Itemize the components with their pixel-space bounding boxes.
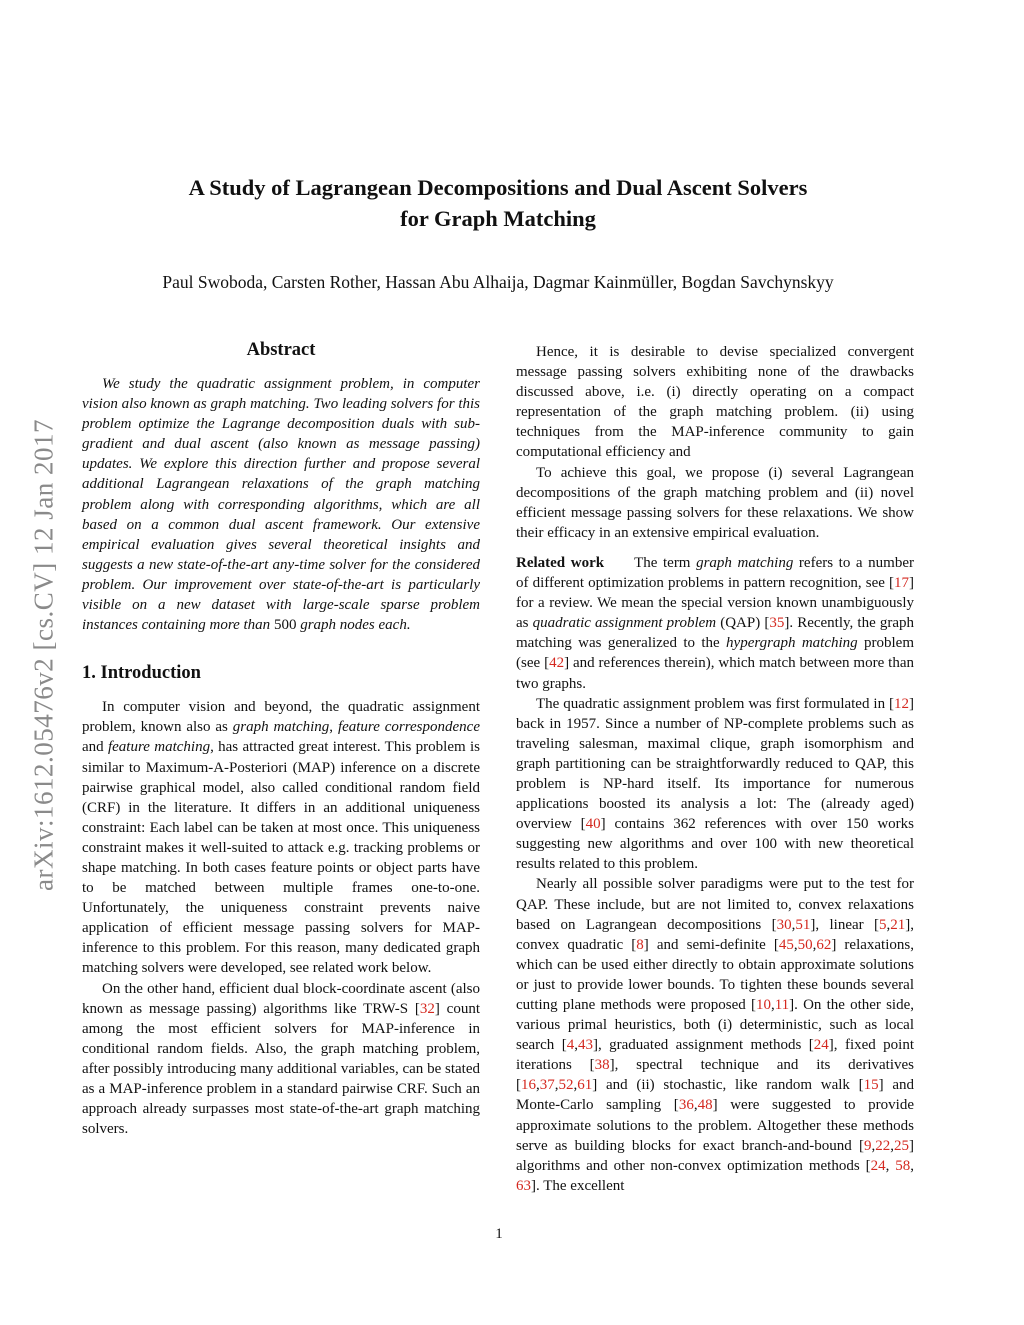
citation-link[interactable]: 35 [769, 615, 785, 632]
emphasis: graph matching [232, 719, 330, 736]
citation-link[interactable]: 22 [875, 1137, 891, 1154]
citation-link[interactable]: 51 [795, 916, 811, 933]
left-column [82, 338, 480, 1139]
text-run: , [329, 719, 338, 736]
emphasis: hypergraph matching [726, 635, 858, 652]
abstract-number: 500 [273, 617, 297, 634]
citation-link[interactable]: 15 [863, 1077, 879, 1094]
citation-link[interactable]: 5 [879, 916, 887, 933]
citation-link[interactable]: 42 [549, 655, 565, 672]
text-run: On the other hand, efficient dual block-coordinate ascent (also known as message passing) algorithms like TRW-S [ [82, 980, 480, 1017]
citation-link[interactable]: 30 [776, 916, 792, 933]
emphasis: quadratic assignment problem [532, 615, 717, 632]
text-run: ] relaxations, which can be used either directly to obtain approximate solutions or just to provide lower bounds. To tighten these bounds several cutting plane methods were proposed [ [516, 936, 914, 1013]
right-paragraph-1: Hence, it is desirable to devise specialized convergent message passing solvers exhibiting none of the drawbacks discussed above, i.e. (i) directly operating on a compact representation of the graph matching problem. (ii) using techniques from the MAP-inference community to gain computational efficiency and [516, 344, 914, 461]
citation-link[interactable]: 17 [894, 575, 909, 592]
text-run: refers to a number of different optimization problems in pattern recognition, see [ [516, 554, 914, 592]
text-run: ]. On the other side, various primal heuristics, both (i) deterministic, such as local search [ [516, 997, 914, 1054]
text-run: In computer vision and beyond, the quadratic assignment problem, known also as [82, 699, 480, 736]
arxiv-identifier-text: arXiv:1612.05476v2 [cs.CV] 12 Jan 2017 [28, 419, 59, 891]
citation-link[interactable]: 11 [774, 997, 790, 1013]
text-run: ], graduated assignment methods [ [592, 1037, 814, 1054]
text-run: The quadratic assignment problem was first formulated in [ [536, 695, 894, 712]
citation-link[interactable]: 8 [636, 936, 644, 953]
introduction-heading: 1. Introduction [82, 663, 201, 684]
text-run: and [82, 739, 108, 756]
text-run: ]. Recently, the graph matching was generalized to the [516, 615, 914, 652]
citation-link[interactable]: 48 [697, 1097, 713, 1114]
text-run: (QAP) [ [716, 615, 770, 632]
title-line-1: A Study of Lagrangean Decompositions and Dual Ascent Solvers [188, 175, 808, 200]
text-run: ] contains 362 references with over 150 works suggesting new algorithms and over 100 with new theoretical results related to this problem. [516, 816, 914, 873]
citation-link[interactable]: 45 [778, 936, 794, 953]
arxiv-identifier-stamp [24, 360, 64, 950]
citation-link[interactable]: 4 [566, 1037, 575, 1054]
text-run: ] back in 1957. Since a number of NP-complete problems such as traveling salesman, maximal clique, graph isomorphism and graph partitioning can be straightforwardly reduced to QAP, this problem is NP-hard itself. Its importance for numerous applications boosted its analysis a lot: The (already aged) overview [ [516, 695, 914, 833]
citation-link[interactable]: 43 [577, 1037, 593, 1054]
related-work-paragraph [516, 553, 914, 694]
intro-paragraph-2 [82, 979, 480, 1140]
right-paragraph-4: Nearly all possible solver paradigms were put to the test for QAP. These include, but are not limited to, convex relaxations based on Lagrangean decompositions [30,51], linear [5,21], convex quadratic [8] and semi-definite [45,50,62] relaxations, which can be used either directly to obtain approximate solutions or just to provide lower bounds. To tighten these bounds several cutting plane methods were proposed [10,11]. On the other side, various primal heuristics, both (i) deterministic, such as local search [4,43], graduated assignment methods [24], fixed point iterations [38], spectral technique and its derivatives [16,37,52,61] and (ii) stochastic, like random walk [15] and Monte-Carlo sampling [36,48] were suggested to provide approximate solutions to the problem. Altogether these methods serve as building blocks for exact branch-and-bound [9,22,25] algorithms and other non-convex optimization methods [24, 58, 63]. The excellent [516, 876, 915, 1194]
citation-link[interactable]: 24 [813, 1037, 829, 1054]
intro-paragraph-1 [82, 697, 480, 978]
citation-link[interactable]: 32 [419, 1000, 435, 1017]
title-line-2: for Graph Matching [400, 206, 596, 231]
citation-link[interactable]: 10 [755, 997, 771, 1013]
text-run: ] count among the most efficient solvers for MAP-inference in conditional random fields. Also, the graph matching problem, after possibly introducing many additional variables, can be stated as a MAP-inference problem in a standard pairwise CRF. Such an approach already surpasses most state-of-the-art graph matching solvers. [82, 1000, 480, 1138]
text-run: ], spectral technique and its derivatives [ [516, 1057, 914, 1094]
citation-link[interactable]: 40 [585, 816, 601, 833]
text-run: , has attracted great interest. This problem is similar to Maximum-A-Posteriori (MAP) inference on a discrete pairwise graphical model, also called conditional random field (CRF) in the literature. It differs in an additional uniqueness constraint: Each label can be taken at most once. This uniqueness constraint makes it well-suited to attack e.g. tracking problems or shape matching. In both cases feature points or object parts have to be matched between multiple frames one-to-one. Unfortunately, the uniqueness constraint prevents naive application of efficient message passing solvers for MAP-inference to this problem. For this reason, many dedicated graph matching solvers were developed, see related work below. [82, 739, 480, 977]
citation-link[interactable]: 16 [521, 1077, 536, 1094]
page-number: 1 [495, 1226, 503, 1242]
text-run: ] and references therein), which match between more than two graphs. [516, 655, 914, 692]
emphasis: feature matching [107, 739, 211, 756]
text-run: ] for a review. We mean the special version known unambiguously as [516, 575, 914, 632]
text-run: ] and semi-definite [ [643, 936, 779, 953]
citation-link[interactable]: 52 [558, 1077, 574, 1094]
text-run: ] were suggested to provide approximate solutions to the problem. Altogether these methods serve as building blocks for exact branch-and-bound [ [516, 1097, 914, 1154]
citation-link[interactable]: 24 [870, 1157, 886, 1174]
text-run: ], convex quadratic [ [516, 916, 914, 953]
text-run: ], linear [ [810, 916, 879, 933]
citation-link[interactable]: 50 [797, 936, 813, 953]
emphasis: feature correspondence [337, 719, 480, 736]
citation-link[interactable]: 38 [594, 1057, 610, 1074]
citation-link[interactable]: 12 [894, 695, 909, 712]
text-run: ]. The excellent [531, 1177, 625, 1194]
citation-link[interactable]: 21 [890, 916, 906, 933]
citation-link[interactable]: 61 [577, 1077, 593, 1094]
citation-link[interactable]: 63 [516, 1177, 531, 1194]
text-run: The term [634, 554, 697, 571]
right-column [516, 342, 914, 1196]
abstract-text-part: We study the quadratic assignment problem, in computer vision also known as graph matching. Two leading solvers for this problem optimize the Lagrange decomposition duals with sub-gradient and dual ascent (also known as message passing) updates. We explore this direction further and propose several additional Lagrangean relaxations of the graph matching problem along with corresponding algorithms, which are all based on a common dual ascent framework. Our extensive empirical evaluation gives several theoretical insights and suggests a new state-of-the-art any-time solver for the considered problem. Our improvement over state-of-the-art is particularly visible on a new dataset with large-scale sparse problem instances containing more than [82, 376, 480, 634]
citation-link[interactable]: 25 [894, 1137, 909, 1154]
text-run: Nearly all possible solver paradigms were put to the test for QAP. These include, but are not limited to, convex relaxations based on Lagrangean decompositions [ [516, 876, 914, 933]
text-run: ] and Monte-Carlo sampling [ [516, 1077, 914, 1114]
text-run: ] and (ii) stochastic, like random walk [ [592, 1077, 864, 1094]
text-run: ], fixed point iterations [ [516, 1037, 915, 1074]
right-paragraph-2: To achieve this goal, we propose (i) several Lagrangean decompositions of the graph matching problem and (ii) novel efficient message passing solvers for these relaxations. We show their efficacy in an extensive empirical evaluation. [516, 464, 914, 541]
related-work-heading: Related work [516, 554, 605, 571]
citation-link[interactable]: 36 [678, 1097, 694, 1114]
abstract-heading: Abstract [246, 340, 316, 360]
emphasis: graph matching [696, 554, 794, 571]
citation-link[interactable]: 58 [895, 1157, 911, 1174]
text-run: ] algorithms and other non-convex optimization methods [ [516, 1137, 914, 1174]
citation-link[interactable]: 62 [816, 936, 832, 953]
citation-link[interactable]: 37 [539, 1077, 555, 1094]
abstract-text-part: graph nodes each. [296, 617, 411, 634]
text-run: problem (see [ [516, 635, 914, 672]
paper-title [100, 172, 896, 234]
right-paragraph-3 [516, 694, 914, 875]
citation-link[interactable]: 9 [864, 1137, 872, 1154]
author-list: Paul Swoboda, Carsten Rother, Hassan Abu Alhaija, Dagmar Kainmüller, Bogdan Savchynskyy [162, 272, 834, 292]
abstract-paragraph [82, 374, 480, 635]
